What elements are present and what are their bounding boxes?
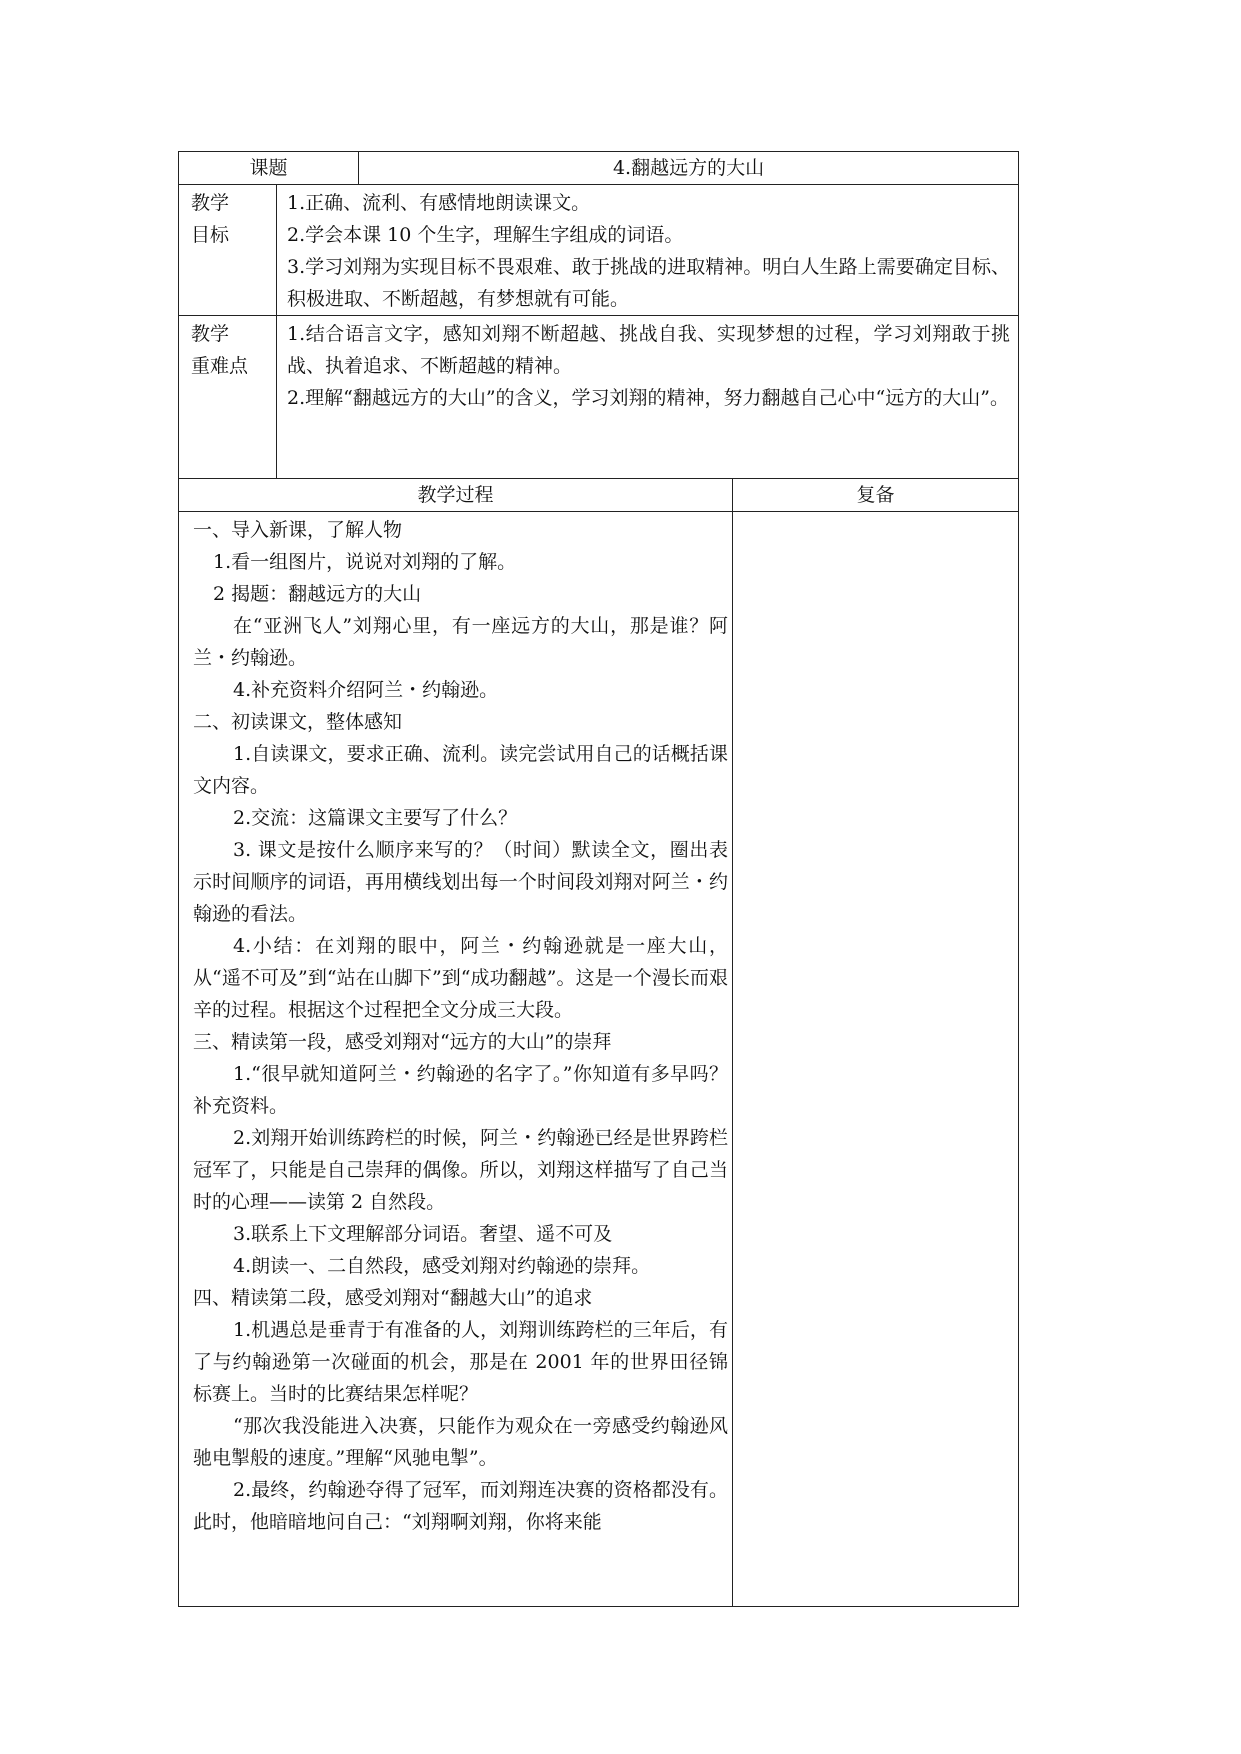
process-line: 1.看一组图片，说说对刘翔的了解。 [213, 551, 517, 573]
goals-label [179, 185, 277, 316]
key-point-item: 2.理解“翻越远方的大山”的含义，学习刘翔的精神，努力翻越自己心中“远方的大山”。 [287, 387, 1009, 409]
process-line: 在“亚洲飞人”刘翔心里，有一座远方的大山，那是谁？阿兰・约翰逊。 [193, 615, 729, 669]
lesson-plan-sheet [178, 151, 1018, 1607]
topic-label: 课题 [179, 152, 359, 185]
process-header: 教学过程 [179, 479, 733, 512]
process-line: 2.交流：这篇课文主要写了什么？ [233, 807, 518, 829]
goals-label-line2: 目标 [191, 224, 230, 246]
process-line: 4.小结：在刘翔的眼中，阿兰・约翰逊就是一座大山，从“遥不可及”到“站在山脚下”到“成功翻越”。这是一个漫长而艰辛的过程。根据这个过程把全文分成三大段。 [193, 935, 729, 1021]
key-points-label [179, 316, 277, 479]
goals-label-line1: 教学 [191, 192, 230, 214]
process-heading: 四、精读第二段，感受刘翔对“翻越大山”的追求 [193, 1287, 593, 1309]
goal-item: 1.正确、流利、有感情地朗读课文。 [287, 192, 591, 214]
key-point-item: 1.结合语言文字，感知刘翔不断超越、挑战自我、实现梦想的过程，学习刘翔敢于挑战、执着追求、不断超越的精神。 [287, 323, 1011, 377]
process-line: “那次我没能进入决赛，只能作为观众在一旁感受约翰逊风驰电掣般的速度。”理解“风驰电掣”。 [193, 1415, 729, 1469]
goals-content [277, 185, 1019, 316]
process-line: 4.补充资料介绍阿兰・约翰逊。 [233, 679, 499, 701]
key-points-content [277, 316, 1019, 479]
process-line: 3.联系上下文理解部分词语。奢望、遥不可及 [233, 1223, 613, 1245]
process-line: 2.刘翔开始训练跨栏的时候，阿兰・约翰逊已经是世界跨栏冠军了，只能是自己崇拜的偶像。所以，刘翔这样描写了自己当时的心理——读第 2 自然段。 [193, 1127, 729, 1213]
process-line: 4.朗读一、二自然段，感受刘翔对约翰逊的崇拜。 [233, 1255, 651, 1277]
key-points-label-line2: 重难点 [191, 355, 249, 377]
topic-value: 4.翻越远方的大山 [359, 152, 1019, 185]
process-line: 3. 课文是按什么顺序来写的？（时间）默读全文，圈出表示时间顺序的词语，再用横线划出每一个时间段刘翔对阿兰・约翰逊的看法。 [193, 839, 729, 925]
review-notes-cell [733, 512, 1019, 1607]
goal-item: 3.学习刘翔为实现目标不畏艰难、敢于挑战的进取精神。明白人生路上需要确定目标、积极进取、不断超越，有梦想就有可能。 [287, 256, 1011, 310]
goal-item: 2.学会本课 10 个生字，理解生字组成的词语。 [287, 224, 684, 246]
process-line: 1.“很早就知道阿兰・约翰逊的名字了。”你知道有多早吗？补充资料。 [193, 1063, 729, 1117]
key-points-label-line1: 教学 [191, 323, 230, 345]
review-header: 复备 [733, 479, 1019, 512]
process-line: 1.机遇总是垂青于有准备的人，刘翔训练跨栏的三年后，有了与约翰逊第一次碰面的机会，那是在 2001 年的世界田径锦标赛上。当时的比赛结果怎样呢？ [193, 1319, 729, 1405]
process-heading: 二、初读课文，整体感知 [193, 711, 403, 733]
process-line: 1.自读课文，要求正确、流利。读完尝试用自己的话概括课文内容。 [193, 743, 729, 797]
process-heading: 一、导入新课，了解人物 [193, 519, 403, 541]
process-line: 2.最终，约翰逊夺得了冠军，而刘翔连决赛的资格都没有。此时，他暗暗地问自己：“刘翔啊刘翔，你将来能 [193, 1479, 729, 1533]
lesson-plan-table [178, 151, 1019, 1607]
process-line: 2 揭题：翻越远方的大山 [213, 583, 422, 605]
teaching-process [179, 512, 733, 1607]
process-heading: 三、精读第一段，感受刘翔对“远方的大山”的崇拜 [193, 1031, 612, 1053]
